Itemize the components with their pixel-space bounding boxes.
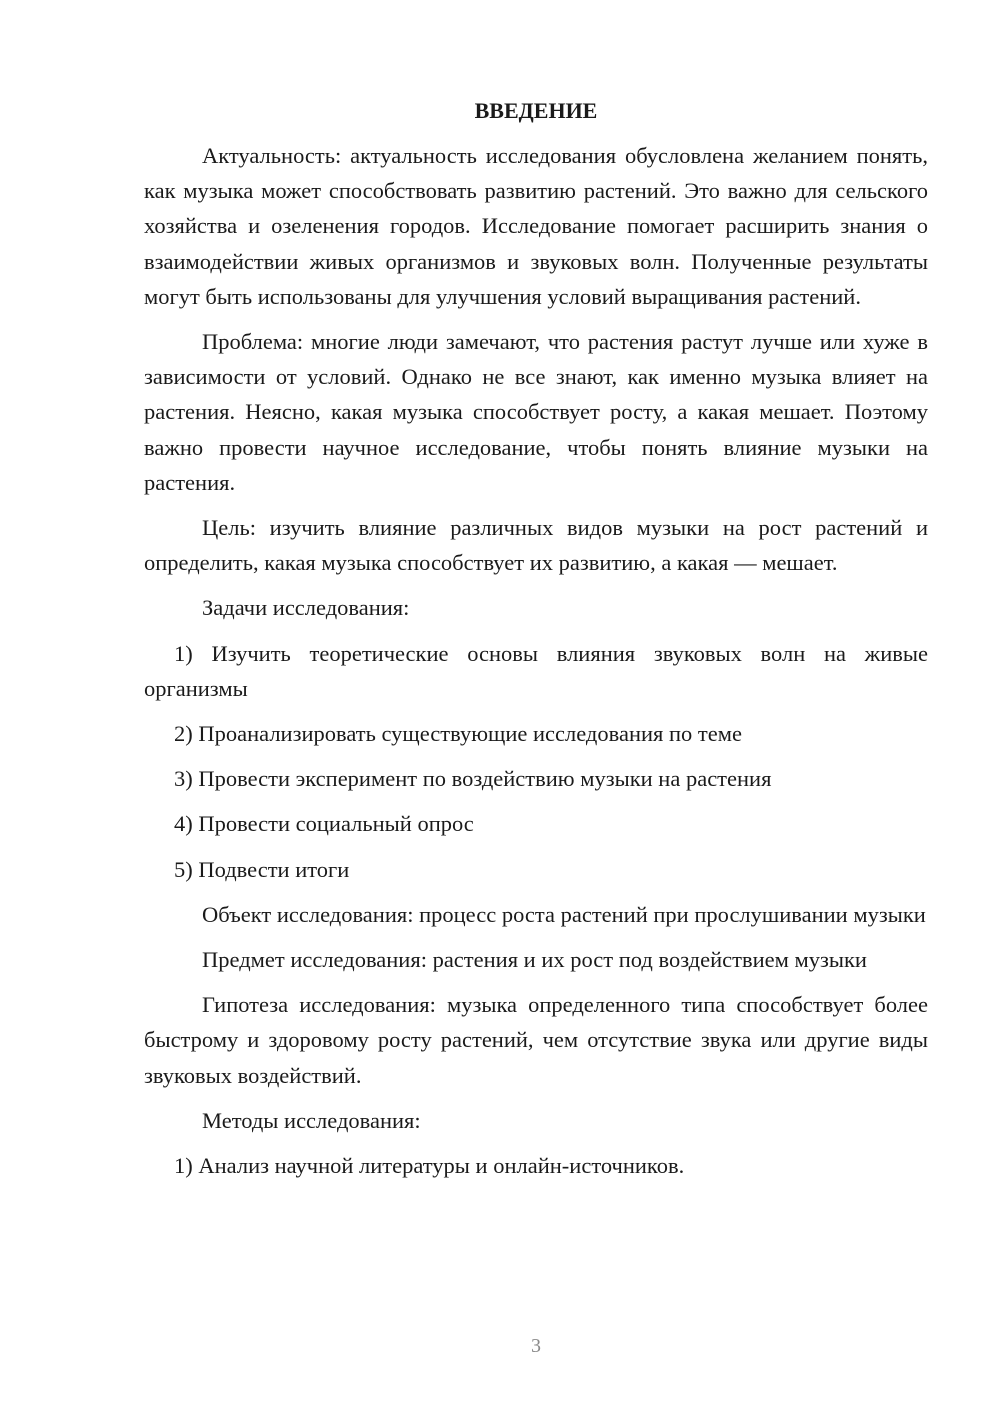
methods-heading: Методы исследования:: [202, 1107, 421, 1133]
task-item-4: 4) Провести социальный опрос: [174, 811, 474, 837]
tasks-heading: Задачи исследования:: [202, 595, 410, 621]
goal-paragraph: Цель: изучить влияние различных видов музыки на рост растений и определить, какая музыка способствует их развитию, а какая — мешает.: [144, 515, 928, 576]
page-number: 3: [531, 1335, 541, 1357]
method-item-1: 1) Анализ научной литературы и онлайн-источников.: [174, 1153, 685, 1179]
object-paragraph: Объект исследования: процесс роста растений при прослушивании музыки: [202, 901, 926, 927]
page-title: ВВЕДЕНИЕ: [474, 98, 598, 123]
task-item-2: 2) Проанализировать существующие исследования по теме: [174, 721, 742, 747]
task-item-3: 3) Провести эксперимент по воздействию музыки на растения: [174, 766, 772, 792]
hypothesis-paragraph: Гипотеза исследования: музыка определенного типа способствует более быстрому и здоровому росту растений, чем отсутствие звука или другие виды звуковых воздействий.: [144, 992, 928, 1088]
subject-paragraph: Предмет исследования: растения и их рост под воздействием музыки: [202, 947, 867, 973]
relevance-paragraph: Актуальность: актуальность исследования обусловлена желанием понять, как музыка может способствовать развитию растений. Это важно для сельского хозяйства и озеленения городов. Исследование помогает расширить знания о взаимодействии живых организмов и звуковых волн. Полученные результаты могут быть использованы для улучшения условий выращивания растений.: [144, 143, 928, 309]
document-page: [144, 93, 928, 1193]
task-item-1: 1) Изучить теоретические основы влияния звуковых волн на живые организмы: [144, 640, 928, 701]
problem-paragraph: Проблема: многие люди замечают, что растения растут лучше или хуже в зависимости от условий. Однако не все знают, как именно музыка влияет на растения. Неясно, какая музыка способствует росту, а какая мешает. Поэтому важно провести научное исследование, чтобы понять влияние музыки на растения.: [144, 329, 928, 495]
task-item-5: 5) Подвести итоги: [174, 856, 350, 882]
